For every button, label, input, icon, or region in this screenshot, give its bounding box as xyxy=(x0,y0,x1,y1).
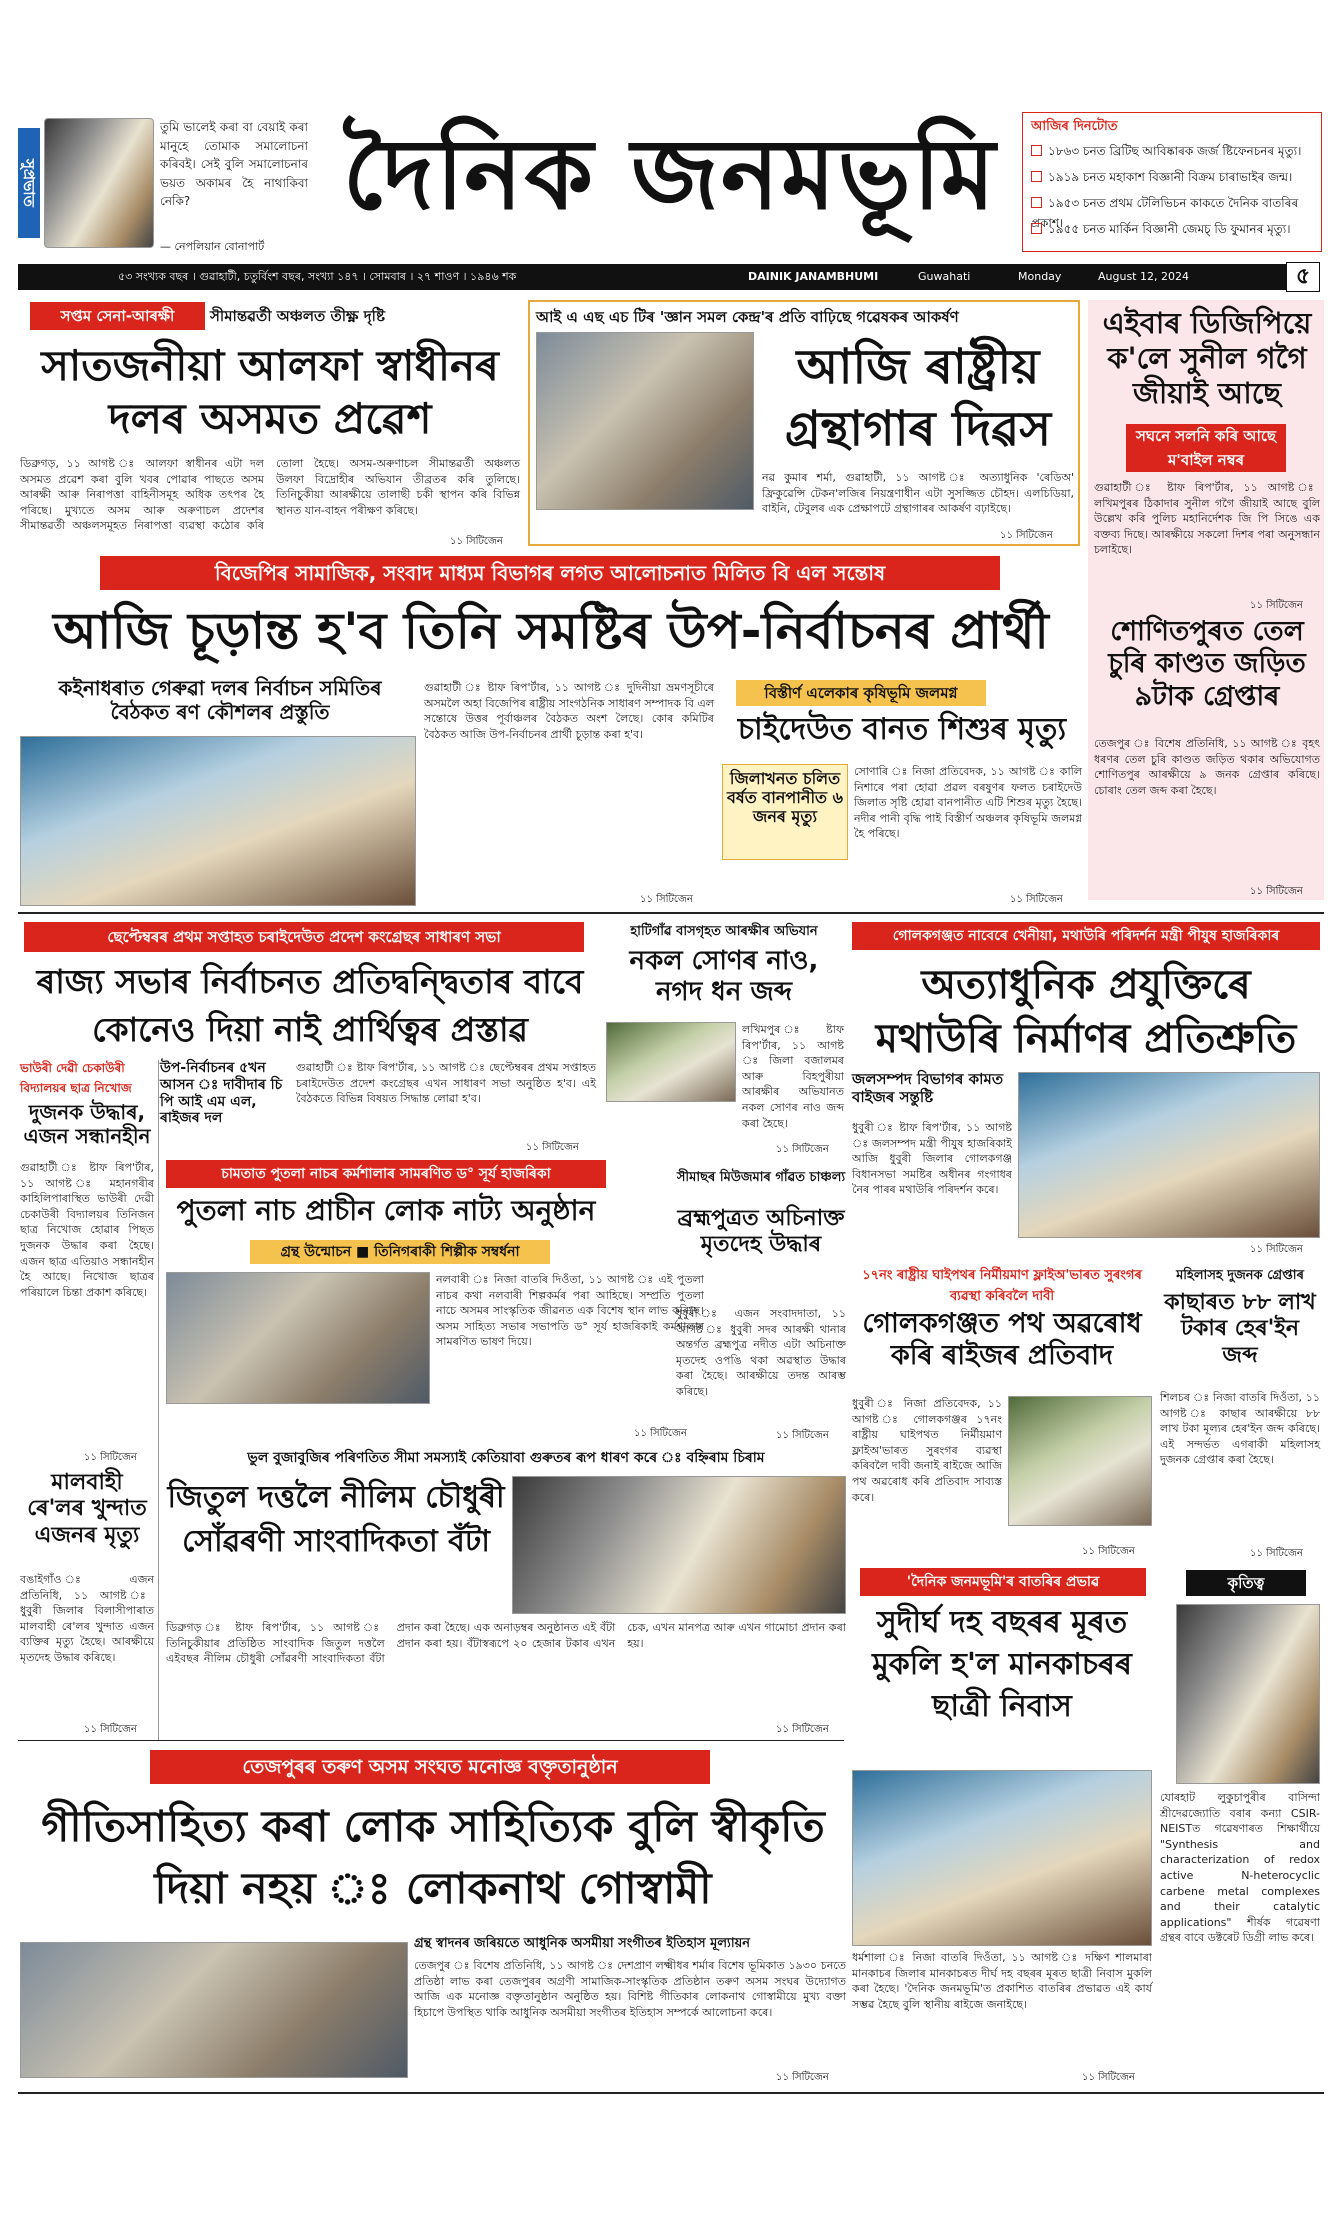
library-photo xyxy=(536,332,754,510)
alfa-kicker: সপ্তম সেনা-আৰক্ষী xyxy=(30,302,205,330)
alfa-headline: সাতজনীয়া আলফা স্বাধীনৰ দলৰ অসমত প্ৰৱেশ xyxy=(41,341,499,443)
lokonath-kicker: গ্ৰন্থ স্বাদনৰ জৰিয়তে আধুনিক অসমীয়া সংগীতৰ ইতিহাস মূল্যায়ন xyxy=(414,1936,751,1951)
gold-headline: নকল সোণৰ নাও, নগদ ধন জব্দ xyxy=(629,946,819,1008)
krititwa-label: কৃতিত্ব xyxy=(1186,1570,1306,1596)
bjp-body: গুৱাহাটী ঃ ষ্টাফ ৰিপ'ৰ্টাৰ, ১১ আগষ্ট ঃ দুদিনীয়া ভ্ৰমণসূচীৰে অসমলৈ অহা বিজেপিৰ ৰাষ্ট্ৰীয় সাংগঠনিক সাধাৰণ সম্পাদক বি এল সন্তোষে উত্তৰ পূৰ্বাঞ্চলৰ বৈঠকত অংশ লৈছে। কোৰ কমিটিৰ বৈঠকত আজি উপ-নিৰ্বাচনৰ প্ৰাৰ্থী চূড়ান্ত কৰা হ'ব। xyxy=(424,681,714,741)
pijush-credit: ১১ সিটিজেন xyxy=(1250,1244,1303,1255)
library-credit: ১১ সিটিজেন xyxy=(1000,530,1053,541)
malbahi-credit: ১১ সিটিজেন xyxy=(84,1724,137,1735)
oil-credit: ১১ সিটিজেন xyxy=(1250,886,1303,897)
divider xyxy=(158,1060,159,1740)
putula-sub: গ্ৰন্থ উন্মোচন ■ তিনিগৰাকী শিল্পীক সম্বৰ্ধনা xyxy=(250,1240,550,1264)
alfa-credit: ১১ সিটিজেন xyxy=(450,536,503,547)
bjp-headline: আজি চূড়ান্ত হ'ব তিনি সমষ্টিৰ উপ-নিৰ্বাচনৰ প্ৰাৰ্থী xyxy=(53,602,1049,660)
putula-headline: পুতলা নাচ প্ৰাচীন লোক নাট্য অনুষ্ঠান xyxy=(176,1194,596,1227)
dgp-body: গুৱাহাটী ঃ ষ্টাফ ৰিপ'ৰ্টাৰ, ১১ আগষ্ট ঃ লখিমপুৰৰ ঠিকাদাৰ সুনীল গগৈ জীয়াই আছে বুলি উল্লেখ কৰি পুলিচ মহানিৰ্দেশক জি পি সিঙে এক বক্তব্য দিছে। আৰক্ষীয়ে সকলো দিশৰ পৰা অনুসন্ধান চলাইছে। xyxy=(1094,481,1320,557)
alfa-kicker2: সীমান্তৱৰ্তী অঞ্চলত তীক্ষ্ণ দৃষ্টি xyxy=(210,307,385,325)
heroin-kicker: মহিলাসহ দুজনক গ্ৰেপ্তাৰ xyxy=(1176,1268,1304,1283)
putula-kicker: চামতাত পুতলা নাচৰ কৰ্মশালাৰ সামৰণিত ড° সূৰ্য হাজৰিকা xyxy=(166,1160,606,1188)
dateline-city: Guwahati xyxy=(918,270,971,283)
lokonath-banner: তেজপুৰৰ তৰুণ অসম সংঘত মনোজ্ঞ বক্তৃতানুষ্ঠান xyxy=(150,1750,710,1784)
malbahi-headline: মালবাহী ৰে'লৰ খুন্দাত এজনৰ মৃত্যু xyxy=(27,1470,147,1548)
seema-photo xyxy=(512,1476,846,1614)
golakganj-headline: গোলকগঞ্জত পথ অৱৰোধ কৰি ৰাইজৰ প্ৰতিবাদ xyxy=(862,1308,1142,1372)
chaygaon-headline: চাইদেউত বানত শিশুৰ মৃত্যু xyxy=(737,712,1067,747)
congress-headline: ৰাজ্য সভাৰ নিৰ্বাচনত প্ৰতিদ্বন্দ্বিতাৰ বাবে কোনেও দিয়া নাই প্ৰাৰ্থিত্বৰ প্ৰস্তাৱ xyxy=(36,962,584,1049)
dgp-kicker: সঘনে সলনি কৰি আছে ম'বাইল নম্বৰ xyxy=(1126,424,1286,472)
aaji-item: ১৯৫৩ চনত প্ৰথম টেলিভিচন কাকতে দৈনিক বাতৰিৰ প্ৰকাশ। xyxy=(1031,196,1299,230)
masthead-quote-author: — নেপলিয়ান বোনাপাৰ্ট xyxy=(160,240,265,253)
golakganj-kicker: ১৭নং ৰাষ্ট্ৰীয় ঘাইপথৰ নিৰ্মীয়মাণ ফ্লাইঅ'ভাৰত সুৰংগৰ ব্যৱস্থা কৰিবলৈ দাবী xyxy=(862,1268,1142,1304)
aaji-box-title: আজিৰ দিনটোত xyxy=(1031,119,1118,134)
putula-credit: ১১ সিটিজেন xyxy=(634,1428,687,1439)
aaji-item: ১৯৫৫ চনত মাৰ্কিন বিজ্ঞানী জেমচ্ ডি ফুমানৰ মৃত্যু। xyxy=(1031,221,1319,243)
masthead-quote: তুমি ভালেই কৰা বা বেয়াই কৰা মানুহে তোমাক সমালোচনা কৰিবই। সেই বুলি সমালোচনাৰ ভয়ত অকামৰ হৈ নাথাকিবা নেকি? xyxy=(160,120,308,209)
krititwa-photo xyxy=(1176,1604,1320,1784)
manakachar-kicker: 'দৈনিক জনমভূমি'ৰ বাতৰিৰ প্ৰভাৱ xyxy=(860,1568,1146,1596)
pijush-side-head: জলসম্পদ বিভাগৰ কামত বাইজৰ সন্তুষ্টি xyxy=(852,1070,1004,1106)
lokonath-headline: গীতিসাহিত্য কৰা লোক সাহিত্যিক বুলি স্বীকৃতি দিয়া নহয় ঃ লোকনাথ গোস্বামী xyxy=(41,1802,825,1915)
pijush-photo xyxy=(1018,1072,1320,1238)
dujonak-body: গুৱাহাটী ঃ ষ্টাফ ৰিপ'ৰ্টাৰ, ১১ আগষ্ট ঃ মহানগৰীৰ কাহিলিপাৰাস্থিত ভাউৰী দেৱী চেকাউৰী বিদ্যালয়ৰ তিনিজন ছাত্ৰ নিখোজ হোৱাৰ পিছত দুজনক উদ্ধাৰ কৰা হৈছে। এজন ছাত্ৰ এতিয়াও সন্ধানহীন হৈ আছে। নিখোজ ছাত্ৰৰ পৰিয়ালে চিন্তা প্ৰকাশ কৰিছে। xyxy=(20,1161,154,1299)
congress-side-head: উপ-নিৰ্বাচনৰ ৫খন আসন ঃ দাবীদাৰ চি পি আই এম এল, ৰাইজৰ দল xyxy=(160,1060,283,1127)
gold-body: লখিমপুৰ ঃ ষ্টাফ ৰিপ'ৰ্টাৰ, ১১ আগষ্ট ঃ জিলা বজালমৰ আৰু বিহপুৰীয়া আৰক্ষীৰ অভিযানত নকল সোণৰ নাও জব্দ কৰা হৈছে। xyxy=(742,1023,844,1130)
newspaper-title: দৈনিক জনমভূমি xyxy=(342,117,998,232)
manakachar-headline: সুদীৰ্ঘ দহ বছৰৰ মূৰত মুকলি হ'ল মানকাচৰৰ ছাত্ৰী নিবাস xyxy=(872,1605,1132,1724)
brahmaputra-headline: ব্ৰহ্মপুত্ৰত অচিনাক্ত মৃতদেহ উদ্ধাৰ xyxy=(677,1206,845,1258)
oil-body: তেজপুৰ ঃ বিশেষ প্ৰতিনিধি, ১১ আগষ্ট ঃ বৃহৎ ধৰণৰ তেল চুৰি কাণ্ডত জড়িত থকাৰ অভিযোগত শোণিতপুৰ আৰক্ষীয়ে ৯ জনক গ্ৰেপ্তাৰ কৰিছে। চোৰাং তেল জব্দ কৰা হৈছে। xyxy=(1094,737,1320,797)
seema-credit: ১১ সিটিজেন xyxy=(776,1724,829,1735)
dateline-date: August 12, 2024 xyxy=(1098,270,1189,283)
dujonak-kicker: ভাউৰী দেৱী চেকাউৰী বিদ্যালয়ৰ ছাত্ৰ নিখোজ xyxy=(20,1061,132,1095)
alfa-body: ডিব্ৰুগড়, ১১ আগষ্ট ঃ আলফা স্বাধীনৰ এটা দল অসমত প্ৰৱেশ কৰা বুলি খবৰ পোৱাৰ পাছতে অসম আৰক্ষী আৰু নিৰাপত্তা বাহিনীসমূহ অধিক তৎপৰ হৈ পৰিছে। মুখ্যতে অসম আৰু অৰুণাচল প্ৰদেশৰ সীমান্তৱৰ্তী অঞ্চলসমূহত নিৰাপত্তা ব্যৱস্থা কঠোৰ কৰি তোলা হৈছে। অসম-অৰুণাচল সীমান্তৱৰ্তী অঞ্চলত উলফা বিদ্ৰোহীৰ অভিযান তীব্ৰতৰ কৰি তুলিছে। তিনিচুকীয়া আৰক্ষীয়ে তালাছী চকী স্থাপন কৰি বিভিন্ন স্থানত যান-বাহন পৰীক্ষণ কৰিছে। xyxy=(20,457,520,533)
chaygaon-kicker: বিস্তীৰ্ণ এলেকাৰ কৃষিভূমি জলমগ্ন xyxy=(736,680,986,706)
chaygaon-body: সোণাৰি ঃ নিজা প্ৰতিবেদক, ১১ আগষ্ট ঃ কালি নিশাৰে পৰা হোৱা প্ৰৱল বৰষুণৰ ফলত চৰাইদেউ জিলাত সৃষ্টি হোৱা বানপানীত এটি শিশুৰ মৃত্যু হৈছে। নদীৰ পানী বৃদ্ধি পাই বিস্তীৰ্ণ অঞ্চলৰ কৃষিভূমি জলমগ্ন হৈ পৰিছে। xyxy=(854,765,1082,841)
seema-kicker: ভুল বুজাবুজিৰ পৰিণতিত সীমা সমস্যাই কেতিয়াবা গুৰুতৰ ৰূপ ধাৰণ কৰে ঃ বহ্নিৰাম চিৰাম xyxy=(247,1450,765,1466)
aaji-item: ১৯১৯ চনত মহাকাশ বিজ্ঞানী বিক্ৰম চাৰাভাইৰ জন্ম। xyxy=(1031,169,1319,191)
chaygaon-side-box xyxy=(722,764,848,860)
bjp-photo xyxy=(20,736,416,906)
divider xyxy=(18,1740,844,1741)
bottom-rule xyxy=(18,2092,1324,2094)
congress-body: গুৱাহাটী ঃ ষ্টাফ ৰিপ'ৰ্টাৰ, ১১ আগষ্ট ঃ ছেপ্টেম্বৰৰ প্ৰথম সপ্তাহত চৰাইদেউত প্ৰদেশ কংগ্ৰেছৰ এখন সাধাৰণ সভা অনুষ্ঠিত হ'ব। এই বৈঠকতে বিভিন্ন বিষয়ত সিদ্ধান্ত লোৱা হ'ব। xyxy=(296,1061,596,1106)
pijush-headline: অত্যাধুনিক প্ৰযুক্তিৰে মথাউৰি নিৰ্মাণৰ প্ৰতিশ্ৰুতি xyxy=(875,962,1297,1062)
aaji-item: ১৮৬৩ চনত ব্ৰিটিছ আবিষ্কাৰক জৰ্জ ষ্টিফেনচনৰ মৃত্যু। xyxy=(1031,143,1319,165)
golakganj-body: ধুবুৰী ঃ নিজা প্ৰতিবেদক, ১১ আগষ্ট ঃ গোলকগঞ্জৰ ১৭নং ৰাষ্ট্ৰীয় ঘাইপথত নিৰ্মীয়মাণ ফ্লাইঅ'ভাৰত সুৰংগৰ ব্যৱস্থা কৰিবলৈ দাবী জনাই ৰাইজে আজি পথ অৱৰোধ কৰি প্ৰতিবাদ সাব্যস্ত কৰে। xyxy=(852,1397,1002,1504)
suprovat-label: সুপ্ৰভাত xyxy=(18,128,40,238)
heroin-headline: কাছাৰত ৮৮ লাখ টকাৰ হেৰ'ইন জব্দ xyxy=(1164,1290,1316,1368)
congress-credit: ১১ সিটিজেন xyxy=(526,1142,579,1153)
gold-kicker: হাটিগাঁৱ বাসগৃহত আৰক্ষীৰ অভিযান xyxy=(630,924,818,939)
lokonath-credit: ১১ সিটিজেন xyxy=(776,2072,829,2083)
dateline-paper: DAINIK JANAMBHUMI xyxy=(748,270,879,283)
brahmaputra-credit: ১১ সিটিজেন xyxy=(776,1430,829,1441)
chaygaon-side-head: জিলাখনত চলিত বৰ্ষত বানপানীত ৬ জনৰ মৃত্যু xyxy=(727,769,844,827)
bjp-credit: ১১ সিটিজেন xyxy=(640,894,693,905)
chaygaon-credit: ১১ সিটিজেন xyxy=(1010,894,1063,905)
dgp-credit: ১১ সিটিজেন xyxy=(1250,600,1303,611)
putula-body: নলবাৰী ঃ নিজা বাতৰি দিওঁতা, ১১ আগষ্ট ঃ এই পুতলা নাচৰ কথা নলবাৰী শিল্পকৰ্মৰ পৰা আহিছে। সম্প্ৰতি পুতলা নাচে অসমৰ সাংস্কৃতিক জীৱনত এক বিশেষ স্থান লাভ কৰিছে। অসম সাহিত্য সভাৰ সভাপতি ড° সূৰ্য হাজৰিকাই কৰ্মশালাৰ সামৰণিত ভাষণ দিয়ে। xyxy=(436,1273,704,1349)
dateline-bar xyxy=(18,264,1318,290)
lokonath-photo xyxy=(20,1942,408,2078)
dgp-headline: এইবাৰ ডিজিপিয়ে ক'লে সুনীল গগৈ জীয়াই আছে xyxy=(1102,306,1312,410)
seema-headline: জিতুল দত্তলৈ নীলিম চৌধুৰী সোঁৱৰণী সাংবাদিকতা বঁটা xyxy=(167,1480,505,1559)
manakachar-credit: ১১ সিটিজেন xyxy=(1082,2072,1135,2083)
oil-headline: শোণিতপুৰত তেল চুৰি কাণ্ডত জড়িত ৯টাক গ্ৰেপ্তাৰ xyxy=(1108,616,1306,712)
aaji-box xyxy=(1022,112,1322,252)
library-headline: আজি ৰাষ্ট্ৰীয় গ্ৰন্থাগাৰ দিৱস xyxy=(784,339,1052,458)
seema-body: ডিব্ৰুগড় ঃ ষ্টাফ ৰিপ'ৰ্টাৰ, ১১ আগষ্ট ঃ তিনিচুকীয়াৰ প্ৰতিষ্ঠিত সাংবাদিক জিতুল দত্তলৈ এইবছৰ নীলিম চৌধুৰী সোঁৱৰণী সাংবাদিকতা বঁটা প্ৰদান কৰা হৈছে। এক অনাড়ম্বৰ অনুষ্ঠানত এই বঁটা প্ৰদান কৰা হয়। বঁটাস্বৰূপে ২০ হেজাৰ টকাৰ এখন চেক, এখন মানপত্ৰ আৰু এখন গামোচা প্ৰদান কৰা হয়। xyxy=(166,1621,846,1666)
dateline-left: ৫৩ সংখ্যক বছৰ । গুৱাহাটী, চতুৰ্বিংশ বছৰ, সংখ্যা ১৪৭ । সোমবাৰ । ২৭ শাওণ । ১৯৪৬ শক xyxy=(118,270,517,283)
napoleon-portrait xyxy=(44,118,154,248)
heroin-credit: ১১ সিটিজেন xyxy=(1250,1548,1303,1559)
library-body: নৱ কুমাৰ শৰ্মা, গুৱাহাটী, ১১ আগষ্ট ঃ অত্যাধুনিক 'ৰেডিঅ' ফ্ৰিকুৱেন্সি টেকন'লজিৰ নিয়ন্ত্ৰণাধীন এটা সুসজ্জিত চৌহদ। এলচিডিয়া, বাইনি, টেবুলৰ এক প্ৰেক্ষাপটে গ্ৰন্থাগাৰৰ আকৰ্ষণ বঢ়াইছে। xyxy=(762,471,1074,516)
library-kicker: আই এ এছ এচ টিৰ 'জ্ঞান সমল কেন্দ্ৰ'ৰ প্ৰতি বাঢ়িছে গৱেষকৰ আকৰ্ষণ xyxy=(536,308,959,326)
bjp-banner: বিজেপিৰ সামাজিক, সংবাদ মাধ্যম বিভাগৰ লগত আলোচনাত মিলিত বি এল সন্তোষ xyxy=(100,556,1000,590)
divider xyxy=(18,912,1324,914)
brahmaputra-kicker: সীমাছৰ মিউজমাৰ গাঁৱত চাঞ্চল্য xyxy=(676,1170,846,1185)
gold-photo xyxy=(606,1022,736,1102)
bjp-subhead: কইনাধৰাত গেৰুৱা দলৰ নিৰ্বাচন সমিতিৰ বৈঠকত ৰণ কৌশলৰ প্ৰস্তুতি xyxy=(58,676,382,724)
golakganj-photo xyxy=(1008,1396,1152,1526)
putula-photo xyxy=(166,1272,430,1404)
gold-credit: ১১ সিটিজেন xyxy=(776,1144,829,1155)
dujonak-credit: ১১ সিটিজেন xyxy=(84,1452,137,1463)
dujonak-headline: দুজনক উদ্ধাৰ, এজন সন্ধানহীন xyxy=(23,1100,151,1148)
lokonath-body: তেজপুৰ ঃ বিশেষ প্ৰতিনিধি, ১১ আগষ্ট ঃ দেশপ্ৰাণ লক্ষ্মীধৰ শৰ্মাৰ বিশেষ ভূমিকাত ১৯৩০ চনতে প্ৰতিষ্ঠা লাভ কৰা তেজপুৰৰ অগ্ৰণী সামাজিক-সাংস্কৃতিক প্ৰতিষ্ঠান তৰুণ অসম সংঘৰ উদ্যোগত আজি এক মনোজ্ঞ বক্তৃতানুষ্ঠান অনুষ্ঠিত হয়। বিশিষ্ট গীতিকাৰ লোকনাথ গোস্বামীয়ে মুখ্য বক্তা হিচাপে উপস্থিত থাকি আধুনিক অসমীয়া সংগীতৰ ইতিহাস সম্পৰ্কে আলোচনা কৰে। xyxy=(414,1959,846,2019)
pijush-body: ধুবুৰী ঃ ষ্টাফ ৰিপ'ৰ্টাৰ, ১১ আগষ্ট ঃ জলসম্পদ মন্ত্ৰী পীযুষ হাজৰিকাই আজি ধুবুৰী জিলাৰ গোলকগঞ্জ বিধানসভা সমষ্টিৰ অধীনৰ গংগাধৰ নৈৰ পাৰৰ মথাউৰি পৰিদৰ্শন কৰে। xyxy=(852,1121,1012,1197)
manakachar-photo xyxy=(852,1770,1152,1946)
page-number: ৫ xyxy=(1286,262,1320,292)
heroin-body: শিলচৰ ঃ নিজা বাতৰি দিওঁতা, ১১ আগষ্ট ঃ কাছাৰ আৰক্ষীয়ে ৮৮ লাখ টকা মূল্যৰ হেৰ'ইন জব্দ কৰিছে। এই সন্দৰ্ভত এগৰাকী মহিলাসহ দুজনক গ্ৰেপ্তাৰ কৰা হৈছে। xyxy=(1160,1391,1320,1467)
malbahi-body: বঙাইগাঁও ঃ এজন প্ৰতিনিধি, ১১ আগষ্ট ঃ ধুবুৰী জিলাৰ বিলাসীপাৰাত মালবাহী ৰে'লৰ খুন্দাত এজন ব্যক্তিৰ মৃত্যু হৈছে। আৰক্ষীয়ে মৃতদেহ উদ্ধাৰ কৰিছে। xyxy=(20,1573,154,1665)
brahmaputra-body: ধুবুৰী ঃ এজন সংবাদদাতা, ১১ আগষ্ট ঃ ধুবুৰী সদৰ আৰক্ষী থানাৰ অন্তৰ্গত ব্ৰহ্মপুত্ৰ নদীত এটা অচিনাক্ত মৃতদেহ ওপঙি থকা অৱস্থাত উদ্ধাৰ কৰা হৈছে। আৰক্ষীয়ে তদন্ত আৰম্ভ কৰিছে। xyxy=(676,1307,846,1399)
manakachar-body: ধৰ্মশালা ঃ নিজা বাতৰি দিওঁতা, ১১ আগষ্ট ঃ দক্ষিণ শালমাৰা মানকাচৰ জিলাৰ মানকাচৰত দীৰ্ঘ দহ বছৰৰ মূৰত ছাত্ৰী নিবাস মুকলি কৰা হৈছে। 'দৈনিক জনমভূমি'ত প্ৰকাশিত বাতৰিৰ প্ৰভাৱত এই কাৰ্য সম্ভৱ হৈছে বুলি স্থানীয় ৰাইজে জনাইছে। xyxy=(852,1951,1152,2011)
krititwa-body: যোৰহাট লুকুচাপুৰীৰ বাসিন্দা শ্ৰীদেৱজ্যোতি বৰাৰ কন্যা CSIR-NEISTত গৱেষণাৰত শিক্ষাৰ্থীয়ে "Synthesis and characterization of redox active N-heterocyclic carbene metal complexes and their catalytic applications" শীৰ্ষক গৱেষণা গ্ৰন্থৰ বাবে ডক্টৰেট ডিগ্ৰী লাভ কৰে। xyxy=(1160,1791,1320,1945)
congress-banner: ছেপ্টেম্বৰৰ প্ৰথম সপ্তাহত চৰাইদেউত প্ৰদেশ কংগ্ৰেছৰ সাধাৰণ সভা xyxy=(24,922,584,952)
dateline-day: Monday xyxy=(1018,270,1062,283)
pijush-banner: গোলকগঞ্জত নাবেৰে খেনীয়া, মথাউৰি পৰিদৰ্শন মন্ত্ৰী পীযুষ হাজৰিকাৰ xyxy=(852,922,1320,950)
golakganj-credit: ১১ সিটিজেন xyxy=(1082,1546,1135,1557)
